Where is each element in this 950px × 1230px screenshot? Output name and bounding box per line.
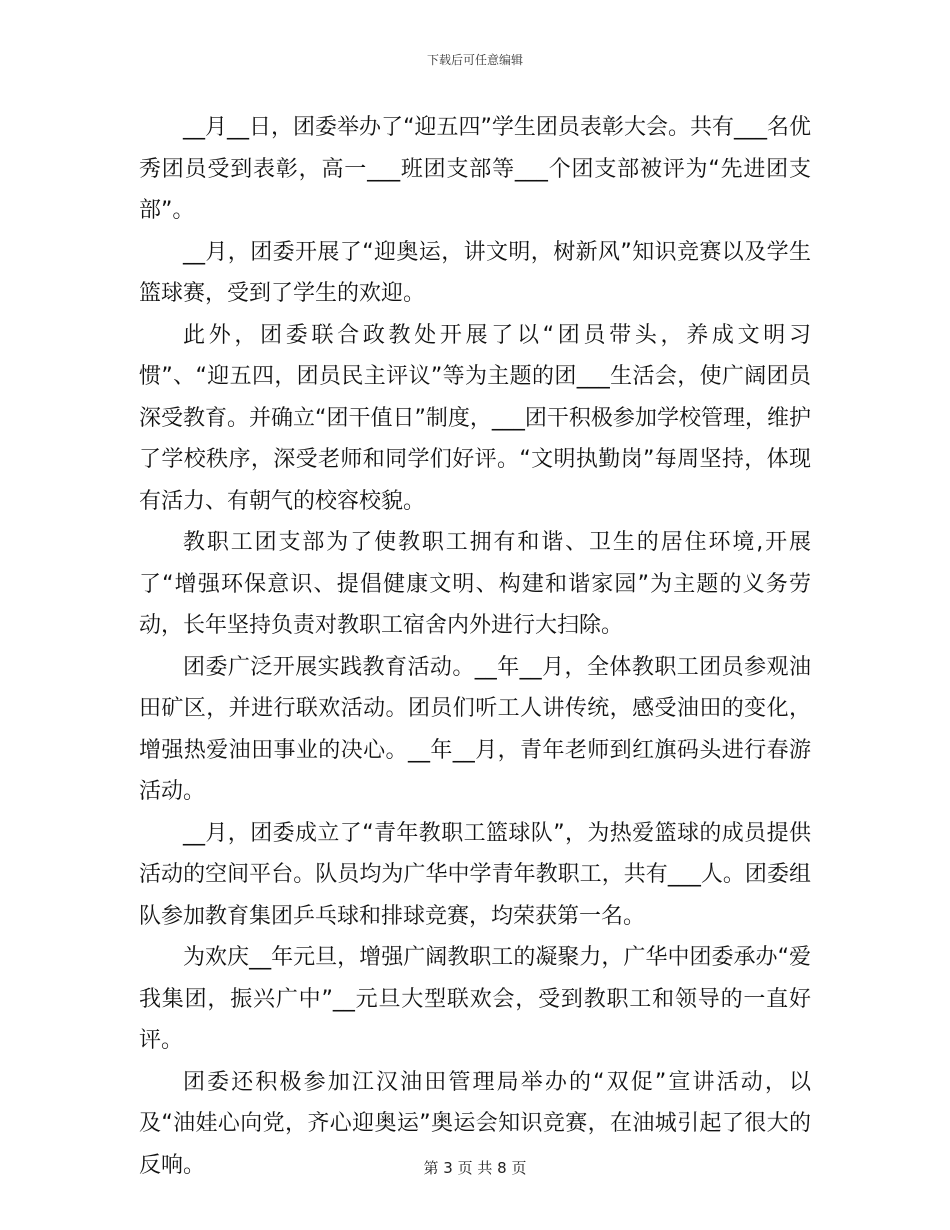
paragraph-8: 团委还积极参加江汉油田管理局举办的“双促”宣讲活动，以及“油娃心向党，齐心迎奥运”奥运会知识竞赛，在油城引起了很大的反响。 (139, 1069, 811, 1178)
paragraph-1: __月__日，团委举办了“迎五四”学生团员表彰大会。共有___名优秀团员受到表彰，高一___班团支部等___个团支部被评为“先进团支部”。 (139, 115, 811, 223)
page-header: 下载后可任意编辑 (426, 53, 523, 67)
document-body (139, 107, 811, 1186)
paragraph-4: 教职工团支部为了使教职工拥有和谐、卫生的居住环境,开展了“增强环保意识、提倡健康文明、构建和谐家园”为主题的义务劳动，长年坚持负责对教职工宿舍内外进行大扫除。 (139, 530, 811, 638)
paragraph-7: 为欢庆__年元旦，增强广阔教职工的凝聚力，广华中团委承办“爱我集团，振兴广中”__元旦大型联欢会，受到教职工和领导的一直好评。 (139, 945, 811, 1053)
paragraph-2: __月，团委开展了“迎奥运，讲文明，树新风”知识竞赛以及学生篮球赛，受到了学生的欢迎。 (139, 239, 811, 306)
page-footer: 第 3 页 共 8 页 (423, 1159, 527, 1177)
paragraph-5: 团委广泛开展实践教育活动。__年__月，全体教职工团员参观油田矿区，并进行联欢活动。团员们听工人讲传统，感受油田的变化，增强热爱油田事业的决心。__年__月，青年老师到红旗码头进行春游活动。 (139, 654, 811, 804)
paragraph-3: 此外，团委联合政教处开展了以“团员带头，养成文明习惯”、“迎五四，团员民主评议”等为主题的团___生活会，使广阔团员深受教育。并确立“团干值日”制度，___团干积极参加学校管理，维护了学校秩序，深受老师和同学们好评。“文明执勤岗”每周坚持，体现有活力、有朝气的校容校貌。 (139, 322, 811, 514)
paragraph-6: __月，团委成立了“青年教职工篮球队”，为热爱篮球的成员提供活动的空间平台。队员均为广华中学青年教职工，共有___人。团委组队参加教育集团乒乓球和排球竞赛，均荣获第一名。 (139, 820, 811, 929)
